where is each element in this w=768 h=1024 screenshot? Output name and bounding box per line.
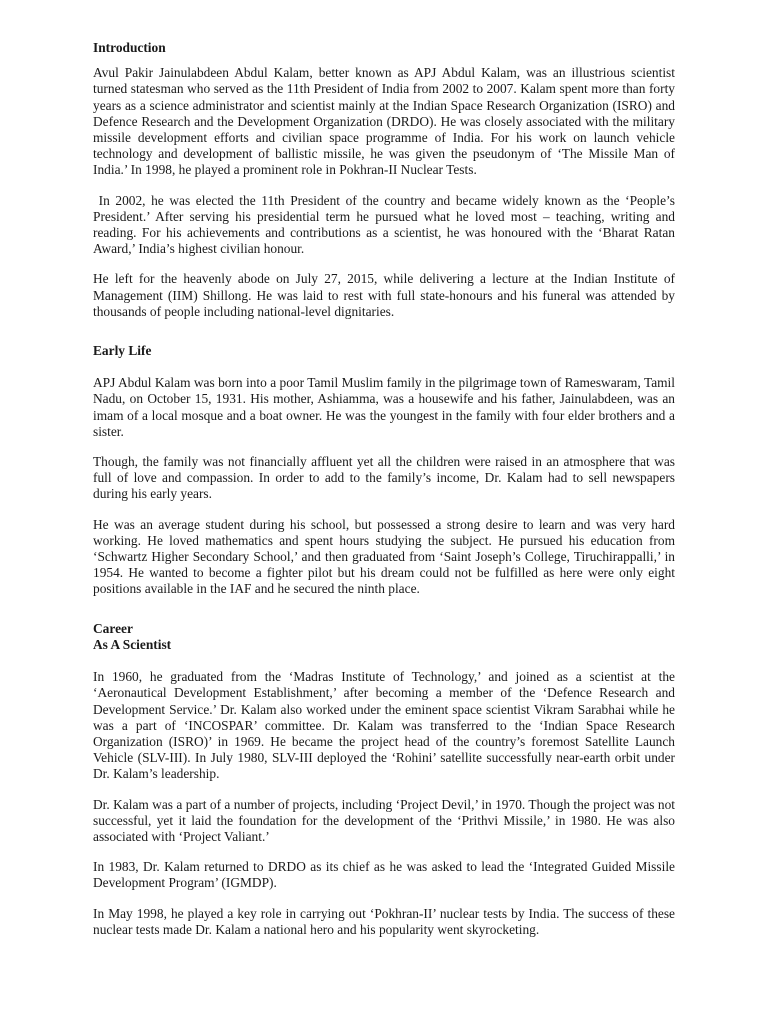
paragraph: He left for the heavenly abode on July 27, 2015, while delivering a lecture at the Indian Institute of Management (IIM) Shillong. He was laid to rest with full state-honours and his funeral was attended by thousands of people including national-level dignitaries. <box>93 271 675 319</box>
paragraph: In 1960, he graduated from the ‘Madras Institute of Technology,’ and joined as a scientist at the ‘Aeronautical Development Establishment,’ after becoming a member of the ‘Defence Research and Development Service.’ Dr. Kalam also worked under the eminent space scientist Vikram Sarabhai while he was a part of ‘INCOSPAR’ committee. Dr. Kalam was transferred to the ‘Indian Space Research Organization (ISRO)’ in 1969. He became the project head of the country’s foremost Satellite Launch Vehicle (SLV-III). In July 1980, SLV-III deployed the ‘Rohini’ satellite successfully near-earth orbit under Dr. Kalam’s leadership. <box>93 669 675 782</box>
paragraph: Though, the family was not financially affluent yet all the children were raised in an atmosphere that was full of love and compassion. In order to add to the family’s income, Dr. Kalam had to sell newspapers during his early years. <box>93 454 675 502</box>
document-page <box>93 40 679 938</box>
subsection-heading-as-a-scientist: As A Scientist <box>93 636 172 652</box>
paragraph: In 1983, Dr. Kalam returned to DRDO as its chief as he was asked to lead the ‘Integrated Guided Missile Development Program’ (IGMDP). <box>93 859 675 891</box>
paragraph: In 2002, he was elected the 11th President of the country and became widely known as the ‘People’s President.’ After serving his presidential term he pursued what he loved most – teaching, writing and reading. For his achievements and contributions as a scientist, he was honoured with the ‘Bharat Ratan Award,’ India’s highest civilian honour. <box>93 192 679 257</box>
paragraph: Dr. Kalam was a part of a number of projects, including ‘Project Devil,’ in 1970. Though the project was not successful, yet it laid the foundation for the development of the ‘Prithvi Missile,’ in 1980. He was also associated with ‘Project Valiant.’ <box>93 796 675 844</box>
section-heading-career: Career <box>93 620 133 636</box>
paragraph: In May 1998, he played a key role in carrying out ‘Pokhran-II’ nuclear tests by India. The success of these nuclear tests made Dr. Kalam a national hero and his popularity went skyrocketing. <box>93 905 675 937</box>
section-heading-introduction: Introduction <box>93 40 166 55</box>
paragraph: Avul Pakir Jainulabdeen Abdul Kalam, better known as APJ Abdul Kalam, was an illustrious scientist turned statesman who served as the 11th President of India from 2002 to 2007. Kalam spent more than forty years as a science administrator and scientist mainly at the Indian Space Research Organization (ISRO) and Defence Research and the Development Organization (DRDO). He was closely associated with the military missile development efforts and civilian space programme of India. For his work on launch vehicle technology and development of ballistic missile, he was given the pseudonym of ‘The Missile Man of India.’ In 1998, he played a prominent role in Pokhran-II Nuclear Tests. <box>93 65 675 178</box>
paragraph: He was an average student during his school, but possessed a strong desire to learn and was very hard working. He loved mathematics and spent hours studying the subject. He pursued his education from ‘Schwartz Higher Secondary School,’ and then graduated from ‘Saint Joseph’s College, Tiruchirappalli,’ in 1954. He wanted to become a fighter pilot but his dream could not be fulfilled as here were only eight positions available in the IAF and he secured the ninth place. <box>93 516 675 597</box>
section-heading-early-life: Early Life <box>93 343 152 359</box>
paragraph: APJ Abdul Kalam was born into a poor Tamil Muslim family in the pilgrimage town of Rameswaram, Tamil Nadu, on October 15, 1931. His mother, Ashiamma, was a housewife and his father, Jainulabdeen, was an imam of a local mosque and a boat owner. He was the youngest in the family with four elder brothers and a sister. <box>93 375 675 439</box>
